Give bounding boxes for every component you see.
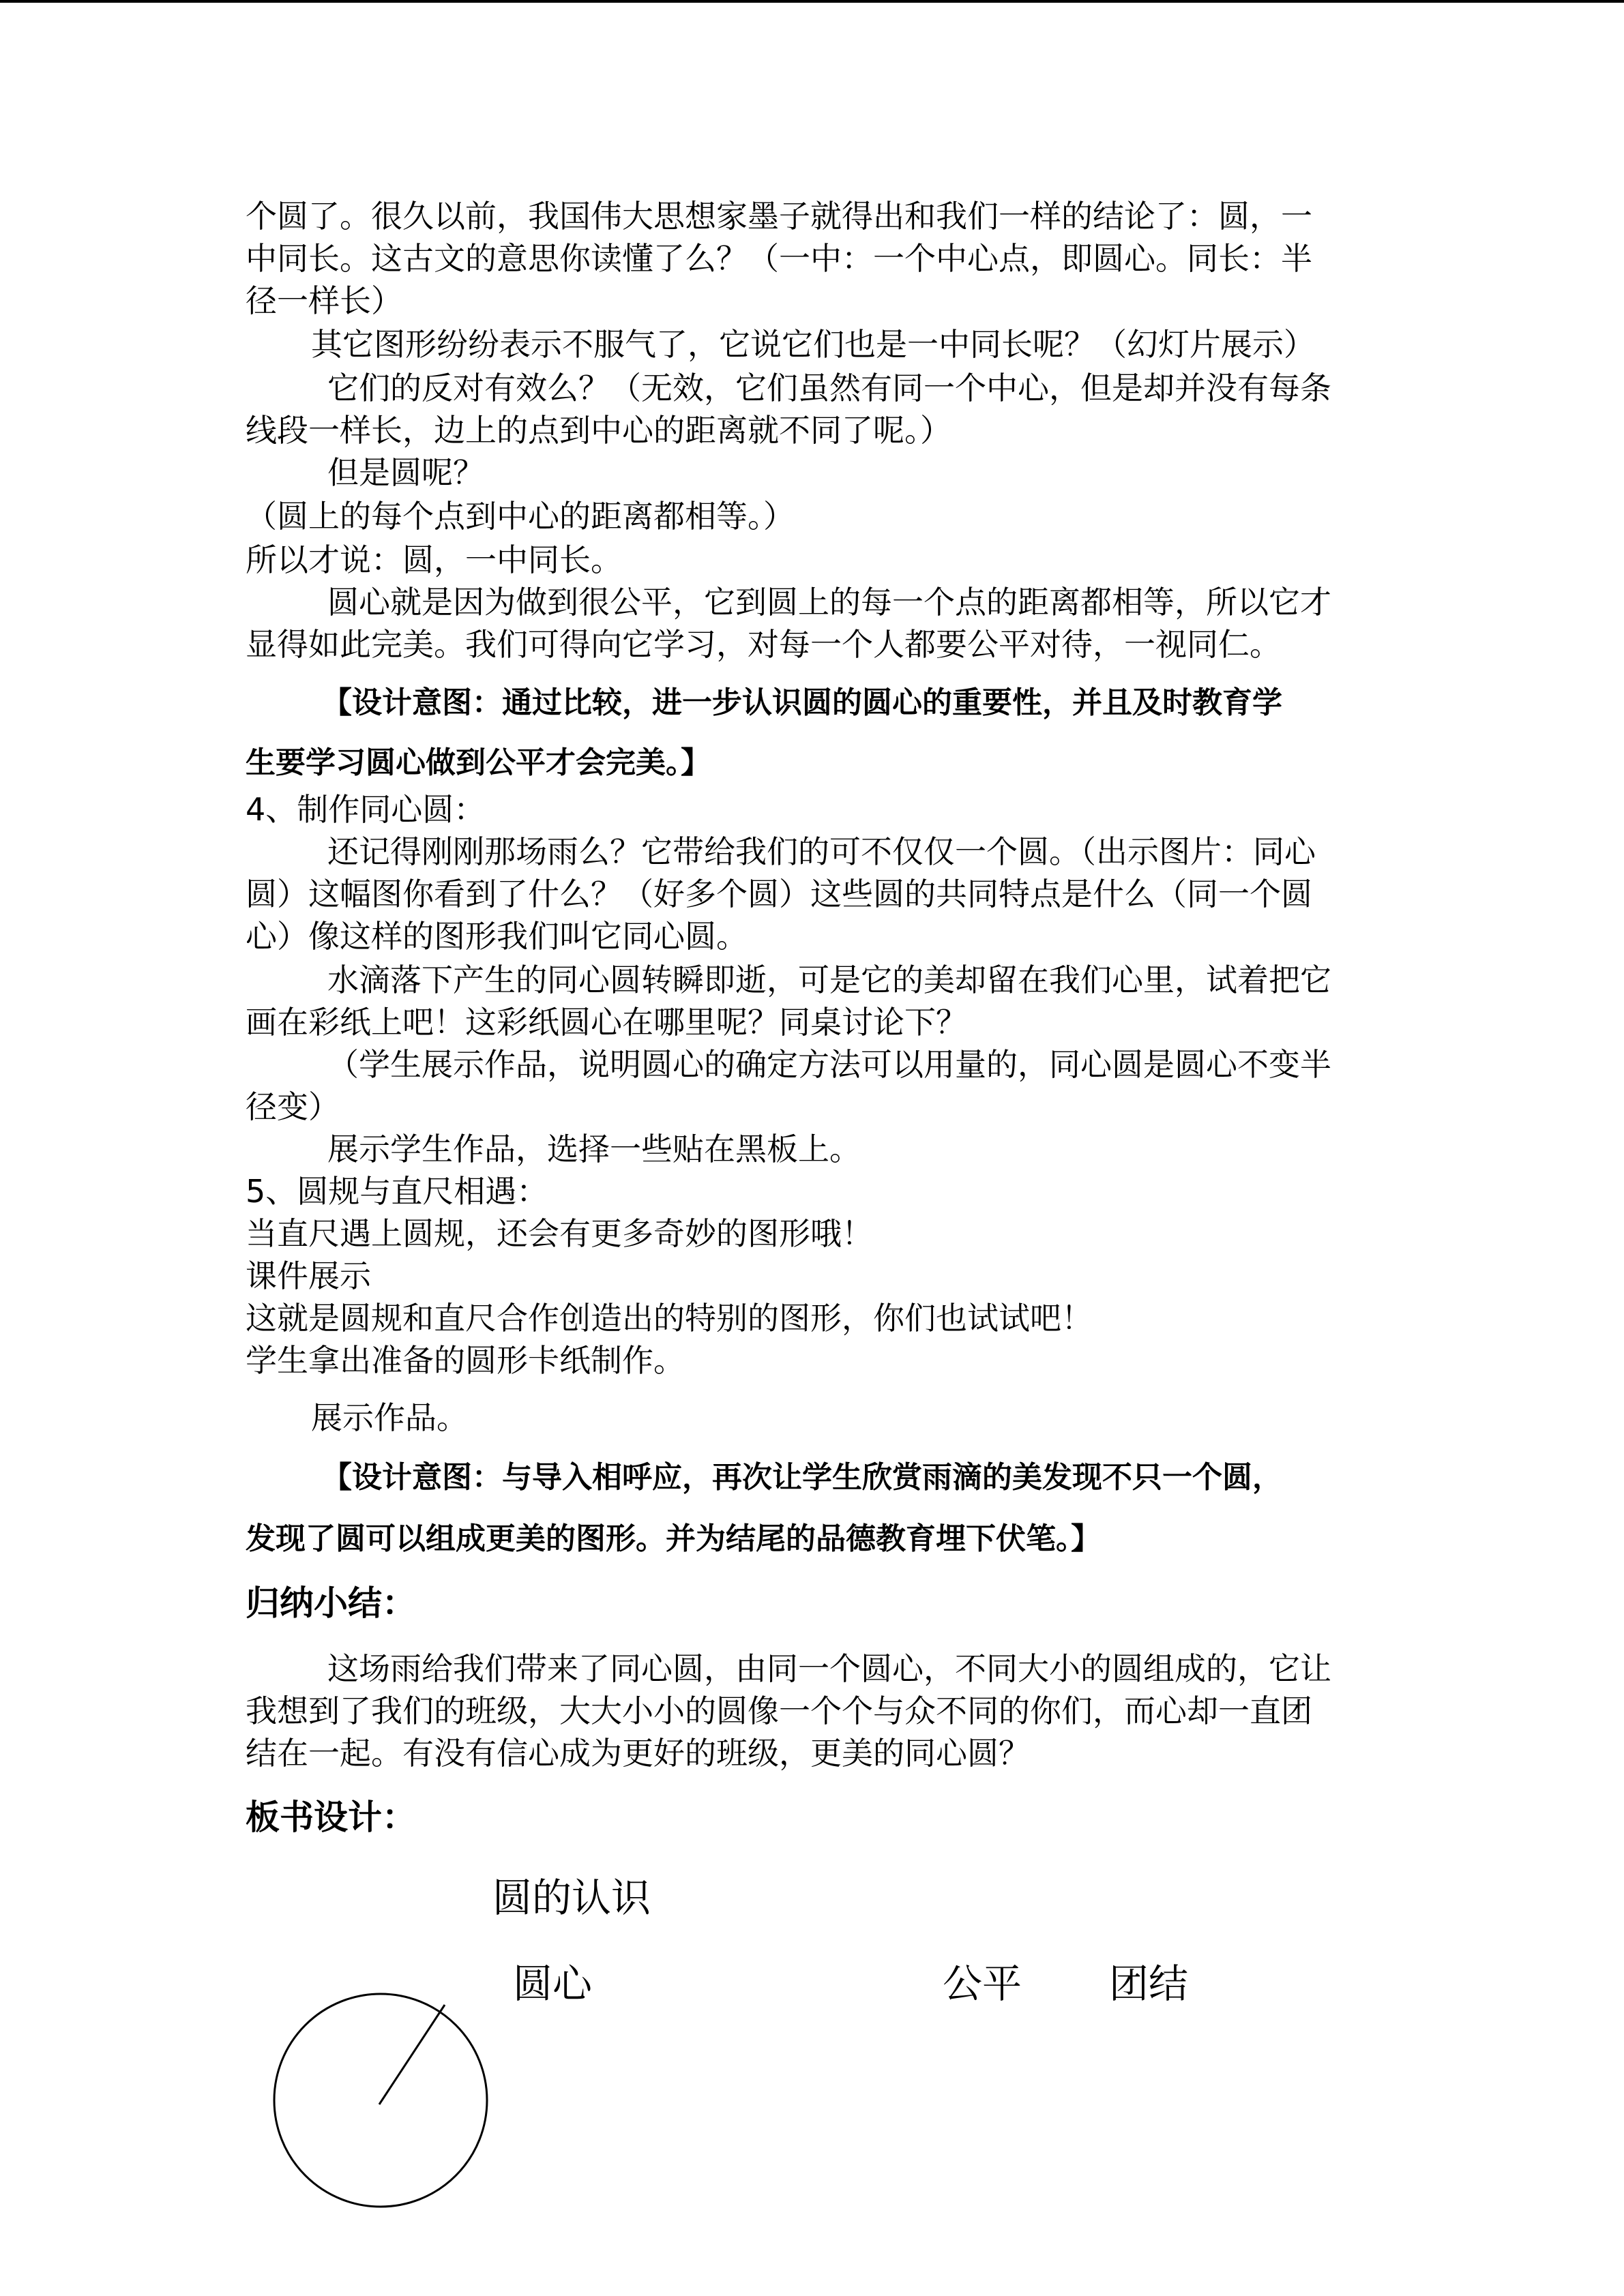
text-line: 个圆了。很久以前，我国伟大思想家墨子就得出和我们一样的结论了：圆，一 (246, 198, 1312, 235)
text-line: 圆）这幅图你看到了什么？（好多个圆）这些圆的共同特点是什么（同一个圆 (246, 876, 1312, 912)
text-line: 但是圆呢？ (327, 454, 484, 491)
text-line: 当直尺遇上圆规，还会有更多奇妙的图形哦！ (246, 1215, 873, 1252)
text-line: 学生拿出准备的圆形卡纸制作。 (246, 1342, 685, 1379)
text-line: 线段一样长，边上的点到中心的距离就不同了呢。） (246, 412, 951, 449)
design-intent: 发现了圆可以组成更美的图形。并为结尾的品德教育埋下伏笔。】 (246, 1521, 1101, 1556)
section-title: 5、圆规与直尺相遇： (246, 1173, 548, 1210)
board-title: 圆的认识 (492, 1875, 651, 1921)
board-word-fair: 公平 (943, 1960, 1022, 2007)
text-line: 心）像这样的图形我们叫它同心圆。 (246, 918, 748, 955)
text-line: 所以才说：圆，一中同长。 (246, 541, 622, 578)
section-title: 4、制作同心圆： (246, 791, 486, 828)
text-line: 还记得刚刚那场雨么？它带给我们的可不仅仅一个圆。（出示图片：同心 (327, 833, 1316, 870)
board-word-unity: 团结 (1109, 1960, 1189, 2007)
board-center-label: 圆心 (513, 1960, 593, 2007)
summary-heading: 归纳小结： (246, 1583, 416, 1623)
text-line: 这就是圆规和直尺合作创造出的特别的图形，你们也试试吧！ (246, 1300, 1093, 1337)
text-line: 径变） (246, 1088, 340, 1125)
design-intent: 【设计意图：通过比较，进一步认识圆的圆心的重要性，并且及时教育学 (322, 685, 1282, 720)
text-line: 结在一起。有没有信心成为更好的班级，更美的同心圆？ (246, 1735, 1030, 1772)
text-line: 水滴落下产生的同心圆转瞬即逝，可是它的美却留在我们心里，试着把它 (327, 961, 1331, 998)
text-line: 它们的反对有效么？（无效，它们虽然有同一个中心，但是却并没有每条 (327, 370, 1331, 406)
circle-diagram (270, 1990, 495, 2215)
page-top-border (0, 0, 1624, 3)
board-heading: 板书设计： (246, 1798, 416, 1837)
text-line: 其它图形纷纷表示不服气了，它说它们也是一中同长呢？（幻灯片展示） (311, 326, 1315, 363)
design-intent: 【设计意图：与导入相呼应，再次让学生欣赏雨滴的美发现不只一个圆， (322, 1460, 1282, 1495)
circle-radius (379, 2005, 445, 2104)
text-line: 我想到了我们的班级，大大小小的圆像一个个与众不同的你们，而心却一直团 (246, 1693, 1312, 1729)
text-line: 显得如此完美。我们可得向它学习，对每一个人都要公平对待，一视同仁。 (246, 626, 1281, 663)
circle-outline (274, 1994, 487, 2207)
text-line: 展示作品。 (311, 1399, 468, 1436)
text-line: 课件展示 (246, 1257, 371, 1294)
text-line: 径一样长） (246, 282, 402, 319)
text-line: 画在彩纸上吧！这彩纸圆心在哪里呢？同桌讨论下？ (246, 1004, 967, 1041)
text-line: 中同长。这古文的意思你读懂了么？（一中：一个中心点，即圆心。同长：半 (246, 240, 1312, 277)
design-intent: 生要学习圆心做到公平才会完美。】 (246, 745, 711, 780)
text-line: （学生展示作品，说明圆心的确定方法可以用量的，同心圆是圆心不变半 (327, 1046, 1331, 1083)
text-line: 这场雨给我们带来了同心圆，由同一个圆心，不同大小的圆组成的，它让 (327, 1650, 1331, 1687)
text-line: （圆上的每个点到中心的距离都相等。） (246, 498, 795, 535)
text-line: 展示学生作品，选择一些贴在黑板上。 (327, 1131, 861, 1167)
text-line: 圆心就是因为做到很公平，它到圆上的每一个点的距离都相等，所以它才 (327, 584, 1331, 621)
